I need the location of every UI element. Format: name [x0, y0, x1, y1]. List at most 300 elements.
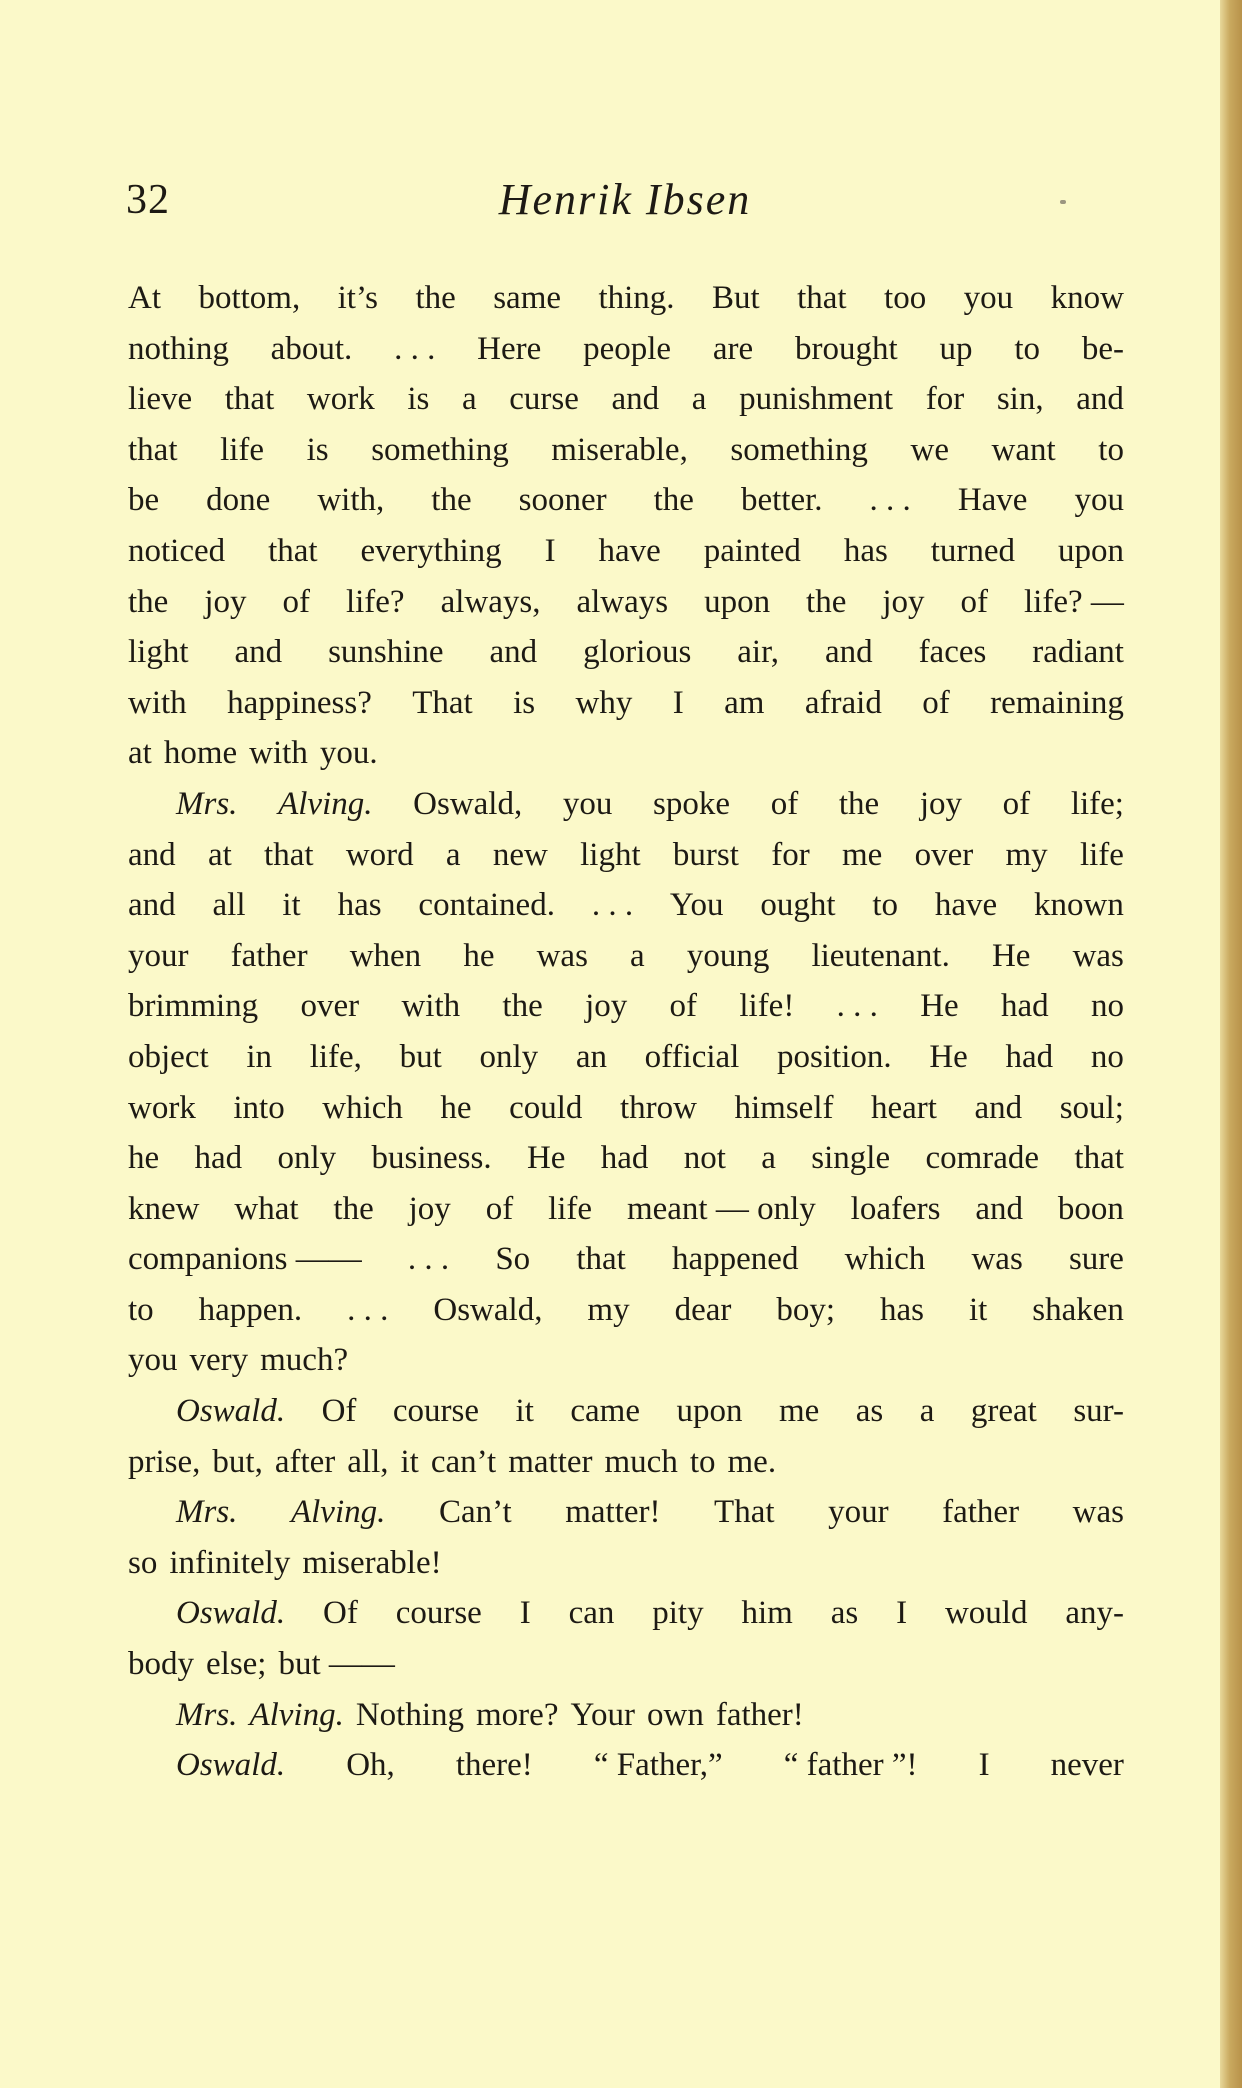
word: to: [872, 887, 899, 924]
body-text: [128, 273, 1124, 1791]
word: which: [322, 1089, 403, 1126]
word: life: [1079, 836, 1124, 873]
word: upon: [704, 583, 771, 620]
running-header: [126, 170, 1124, 230]
word: upon: [676, 1393, 743, 1430]
speaker-name: Oswald.: [176, 1595, 286, 1632]
word: with: [128, 684, 187, 721]
word: much?: [260, 1342, 349, 1379]
word: it: [282, 887, 301, 924]
text-line: [128, 1083, 1124, 1134]
word: course: [395, 1595, 482, 1632]
word: me.: [727, 1443, 777, 1480]
word: for: [771, 836, 810, 873]
word: your: [128, 937, 189, 974]
word: Can’t: [438, 1494, 512, 1531]
word: sunshine: [328, 634, 444, 671]
word: sure: [1068, 1241, 1124, 1278]
word: that: [224, 381, 275, 418]
word: no: [1090, 1038, 1124, 1075]
word: am: [724, 684, 765, 721]
word: joy: [882, 583, 925, 620]
word: pity: [652, 1595, 704, 1632]
word: always: [576, 583, 669, 620]
word: knew: [128, 1190, 200, 1227]
word: ought: [760, 887, 836, 924]
text-line: [128, 1740, 1124, 1791]
word: punishment: [739, 381, 894, 418]
word: and: [128, 836, 176, 873]
word: into: [233, 1089, 285, 1126]
word: and: [611, 381, 660, 418]
word: a: [445, 836, 461, 873]
word: life,: [309, 1038, 362, 1075]
word: sooner: [518, 482, 607, 519]
word: contained.: [418, 887, 555, 924]
word: and: [974, 1089, 1023, 1126]
word: meant — only: [626, 1190, 816, 1227]
word: the: [333, 1190, 374, 1227]
word: over: [300, 988, 360, 1025]
word: not: [683, 1140, 726, 1177]
word: at: [207, 836, 232, 873]
word: Of: [321, 1393, 357, 1430]
word: people: [583, 330, 672, 367]
text-line: [128, 1639, 1124, 1690]
word: that: [268, 532, 318, 569]
word: him: [741, 1595, 793, 1632]
word: you: [562, 785, 613, 822]
word: . . .: [347, 1291, 389, 1328]
word: happiness?: [227, 684, 372, 721]
speaker-name: Mrs.: [176, 785, 238, 822]
word: was: [971, 1241, 1023, 1278]
word: something: [371, 431, 509, 468]
word: you: [128, 1342, 178, 1379]
word: of: [922, 684, 950, 721]
word: you: [963, 280, 1014, 316]
page-number: 32: [126, 177, 170, 223]
text-line: [128, 1588, 1124, 1639]
word: but,: [212, 1443, 263, 1480]
word: course: [392, 1393, 480, 1430]
word: much: [604, 1443, 678, 1480]
word: all: [212, 887, 246, 924]
text-line: [128, 324, 1124, 375]
word: what: [234, 1190, 299, 1227]
word: You: [669, 887, 724, 924]
word: I: [519, 1595, 531, 1632]
word: a: [630, 937, 645, 974]
word: and: [824, 634, 873, 671]
word: is: [407, 381, 430, 418]
page-edge: [1220, 0, 1242, 2088]
speaker-name: Alving.: [290, 1494, 386, 1531]
word: everything: [360, 532, 502, 569]
text-line: [128, 1335, 1124, 1386]
word: the: [415, 280, 456, 316]
word: life? —: [1024, 583, 1124, 620]
word: remaining: [990, 684, 1124, 721]
word: is: [513, 684, 536, 721]
text-line: [128, 1538, 1124, 1589]
word: light: [580, 836, 641, 873]
word: had: [194, 1140, 243, 1177]
word: to: [1014, 330, 1041, 367]
speaker-name: Mrs.: [176, 1696, 238, 1733]
text-line: [128, 1437, 1124, 1488]
word: always,: [440, 583, 541, 620]
word: was: [1072, 1494, 1124, 1531]
text-line: [128, 475, 1124, 526]
word: are: [712, 330, 754, 367]
word: single: [811, 1140, 891, 1177]
word: the: [431, 482, 472, 519]
word: He: [929, 1038, 968, 1075]
running-title: Henrik Ibsen: [498, 175, 752, 224]
word: dear: [674, 1291, 732, 1328]
word: I: [672, 684, 684, 721]
word: a: [461, 381, 477, 418]
word: as: [855, 1393, 884, 1430]
word: happen.: [198, 1291, 303, 1328]
speaker-name: Oswald.: [176, 1747, 286, 1784]
word: had: [600, 1140, 649, 1177]
word: new: [492, 836, 548, 873]
word: was: [536, 937, 588, 974]
word: of: [669, 988, 698, 1025]
word: very: [189, 1342, 249, 1379]
word: own: [647, 1696, 704, 1733]
word: young: [686, 937, 770, 974]
word: the: [502, 988, 543, 1025]
word: upon: [1058, 532, 1124, 569]
text-line: [128, 1184, 1124, 1235]
text-line: [128, 931, 1124, 982]
word: had: [1001, 988, 1049, 1025]
word: “ Father,”: [593, 1747, 723, 1784]
word: Nothing: [355, 1696, 465, 1733]
word: thing.: [598, 280, 675, 316]
word: life: [220, 431, 265, 468]
word: that: [797, 280, 847, 316]
word: up: [939, 330, 973, 367]
word: position.: [777, 1038, 892, 1075]
word: He: [920, 988, 959, 1025]
word: has: [843, 532, 888, 569]
word: but ——: [278, 1646, 395, 1683]
word: loafers: [850, 1190, 941, 1227]
word: it’s: [337, 280, 378, 316]
word: He: [526, 1140, 566, 1177]
word: of: [1002, 785, 1031, 822]
text-line: [128, 779, 1124, 830]
word: which: [844, 1241, 926, 1278]
word: at: [128, 735, 152, 772]
word: bottom,: [198, 280, 301, 316]
word: why: [575, 684, 633, 721]
word: me: [841, 836, 883, 873]
speaker-name: Alving.: [249, 1696, 344, 1733]
word: and: [1076, 381, 1124, 418]
speaker-name: Oswald.: [176, 1393, 286, 1430]
word: So: [495, 1241, 531, 1278]
word: Oh,: [346, 1747, 395, 1784]
text-line: [128, 1133, 1124, 1184]
word: want: [991, 431, 1056, 468]
word: noticed: [128, 532, 226, 569]
word: . . .: [836, 988, 878, 1025]
word: a: [691, 381, 707, 418]
word: that: [128, 431, 178, 468]
word: spoke: [653, 785, 731, 822]
word: can’t: [430, 1443, 497, 1480]
word: the: [806, 583, 847, 620]
word: object: [128, 1038, 209, 1075]
word: turned: [930, 532, 1016, 569]
word: throw: [619, 1089, 697, 1126]
word: life!: [739, 988, 795, 1025]
word: lieutenant.: [811, 937, 950, 974]
word: But: [711, 280, 760, 316]
word: Oswald,: [413, 785, 523, 822]
word: body: [128, 1646, 194, 1683]
word: no: [1090, 988, 1124, 1025]
word: had: [1005, 1038, 1054, 1075]
word: I: [544, 532, 556, 569]
word: to: [128, 1291, 154, 1328]
word: same: [493, 280, 562, 316]
word: too: [884, 280, 927, 316]
word: light: [128, 634, 189, 671]
word: sur-: [1073, 1393, 1124, 1430]
text-line: [128, 880, 1124, 931]
word: in: [246, 1038, 272, 1075]
word: Oswald,: [433, 1291, 543, 1328]
word: was: [1072, 937, 1124, 974]
word: miserable,: [551, 431, 688, 468]
word: lieve: [128, 381, 193, 418]
text-line: [128, 374, 1124, 425]
word: it: [515, 1393, 534, 1430]
text-line: [128, 425, 1124, 476]
word: came: [570, 1393, 640, 1430]
word: joy: [919, 785, 963, 822]
text-line: [128, 830, 1124, 881]
word: of: [770, 785, 799, 822]
word: infinitely: [169, 1544, 291, 1581]
word: boon: [1057, 1190, 1124, 1227]
word: that: [576, 1241, 626, 1278]
word: he: [463, 937, 495, 974]
word: over: [914, 836, 974, 873]
word: that: [264, 836, 314, 873]
word: he: [128, 1140, 160, 1177]
word: only: [277, 1140, 337, 1177]
word: matter!: [565, 1494, 661, 1531]
word: be: [128, 482, 160, 519]
word: a: [761, 1140, 776, 1177]
word: word: [345, 836, 414, 873]
word: a: [919, 1393, 935, 1430]
word: he: [440, 1089, 472, 1126]
word: afraid: [804, 684, 882, 721]
word: known: [1034, 887, 1124, 924]
word: and: [489, 634, 538, 671]
speaker-name: Mrs.: [176, 1494, 238, 1531]
word: official: [644, 1038, 740, 1075]
word: I: [978, 1747, 990, 1784]
word: soul;: [1059, 1089, 1124, 1126]
word: glorious: [583, 634, 692, 671]
word: Here: [477, 330, 542, 367]
word: be-: [1081, 330, 1124, 367]
word: “ father ”!: [783, 1747, 918, 1784]
word: . . .: [869, 482, 911, 519]
text-line: [128, 728, 1124, 779]
text-line: [128, 678, 1124, 729]
word: me: [778, 1393, 820, 1430]
word: of: [960, 583, 989, 620]
word: have: [598, 532, 661, 569]
word: know: [1050, 280, 1124, 316]
word: has: [337, 887, 382, 924]
word: something: [730, 431, 868, 468]
word: else;: [206, 1646, 267, 1683]
word: himself: [734, 1089, 834, 1126]
word: sin,: [996, 381, 1044, 418]
word: you.: [319, 735, 378, 772]
word: all,: [347, 1443, 389, 1480]
word: could: [509, 1089, 583, 1126]
word: comrade: [925, 1140, 1040, 1177]
word: . . .: [407, 1241, 450, 1278]
word: so: [128, 1544, 158, 1581]
word: father!: [715, 1696, 804, 1733]
word: Have: [957, 482, 1028, 519]
word: it: [400, 1443, 419, 1480]
word: life?: [345, 583, 405, 620]
word: to: [1098, 431, 1124, 468]
word: heart: [871, 1089, 937, 1126]
word: happened: [672, 1241, 799, 1278]
word: boy;: [776, 1291, 835, 1328]
word: have: [934, 887, 998, 924]
word: done: [206, 482, 271, 519]
word: nothing: [128, 330, 229, 367]
word: matter: [508, 1443, 593, 1480]
word: joy: [204, 583, 247, 620]
word: you: [1074, 482, 1124, 519]
text-line: [128, 1386, 1124, 1437]
word: when: [349, 937, 422, 974]
word: and: [975, 1190, 1024, 1227]
text-line: [128, 526, 1124, 577]
word: only: [479, 1038, 539, 1075]
ink-speck: [1060, 200, 1066, 204]
word: . . .: [591, 887, 634, 924]
text-line: [128, 1690, 1124, 1741]
word: for: [925, 381, 965, 418]
word: That: [714, 1494, 775, 1531]
word: air,: [737, 634, 779, 671]
text-line: [128, 1234, 1124, 1285]
word: brimming: [128, 988, 259, 1025]
word: your: [828, 1494, 889, 1531]
word: the: [653, 482, 694, 519]
word: At: [128, 280, 161, 316]
word: never: [1050, 1747, 1124, 1784]
word: that: [1074, 1140, 1124, 1177]
word: of: [282, 583, 310, 620]
text-line: [128, 273, 1124, 324]
word: burst: [672, 836, 739, 873]
word: I: [896, 1595, 908, 1632]
word: Your: [570, 1696, 635, 1733]
word: with: [249, 735, 308, 772]
word: we: [910, 431, 949, 468]
word: work: [128, 1089, 196, 1126]
word: my: [1005, 836, 1048, 873]
word: great: [970, 1393, 1037, 1430]
word: radiant: [1032, 634, 1124, 671]
word: work: [306, 381, 375, 418]
word: and: [234, 634, 283, 671]
word: has: [879, 1291, 924, 1328]
word: shaken: [1032, 1291, 1124, 1328]
word: the: [838, 785, 880, 822]
word: to: [689, 1443, 716, 1480]
word: of: [485, 1190, 514, 1227]
text-line: [128, 1032, 1124, 1083]
word: more?: [476, 1696, 559, 1733]
text-line: [128, 627, 1124, 678]
word: joy: [585, 988, 628, 1025]
word: companions ——: [128, 1241, 362, 1278]
word: with: [401, 988, 461, 1025]
word: the: [128, 583, 169, 620]
word: and: [128, 887, 176, 924]
word: after: [274, 1443, 336, 1480]
word: life;: [1070, 785, 1124, 822]
word: prise,: [128, 1443, 201, 1480]
text-line: [128, 1487, 1124, 1538]
word: my: [587, 1291, 630, 1328]
word: brought: [795, 330, 898, 367]
word: there!: [455, 1747, 533, 1784]
word: business.: [371, 1140, 492, 1177]
word: with,: [317, 482, 385, 519]
word: miserable!: [302, 1544, 442, 1581]
word: That: [412, 684, 473, 721]
word: father: [230, 937, 308, 974]
word: about.: [270, 330, 353, 367]
word: father: [942, 1494, 1020, 1531]
word: is: [306, 431, 329, 468]
word: any-: [1065, 1595, 1124, 1632]
word: painted: [703, 532, 801, 569]
word: life: [548, 1190, 593, 1227]
word: an: [575, 1038, 607, 1075]
word: home: [163, 735, 238, 772]
word: better.: [740, 482, 823, 519]
text-line: [128, 1285, 1124, 1336]
word: as: [830, 1595, 859, 1632]
word: Of: [322, 1595, 358, 1632]
word: joy: [408, 1190, 451, 1227]
word: . . .: [394, 330, 436, 367]
word: would: [944, 1595, 1028, 1632]
